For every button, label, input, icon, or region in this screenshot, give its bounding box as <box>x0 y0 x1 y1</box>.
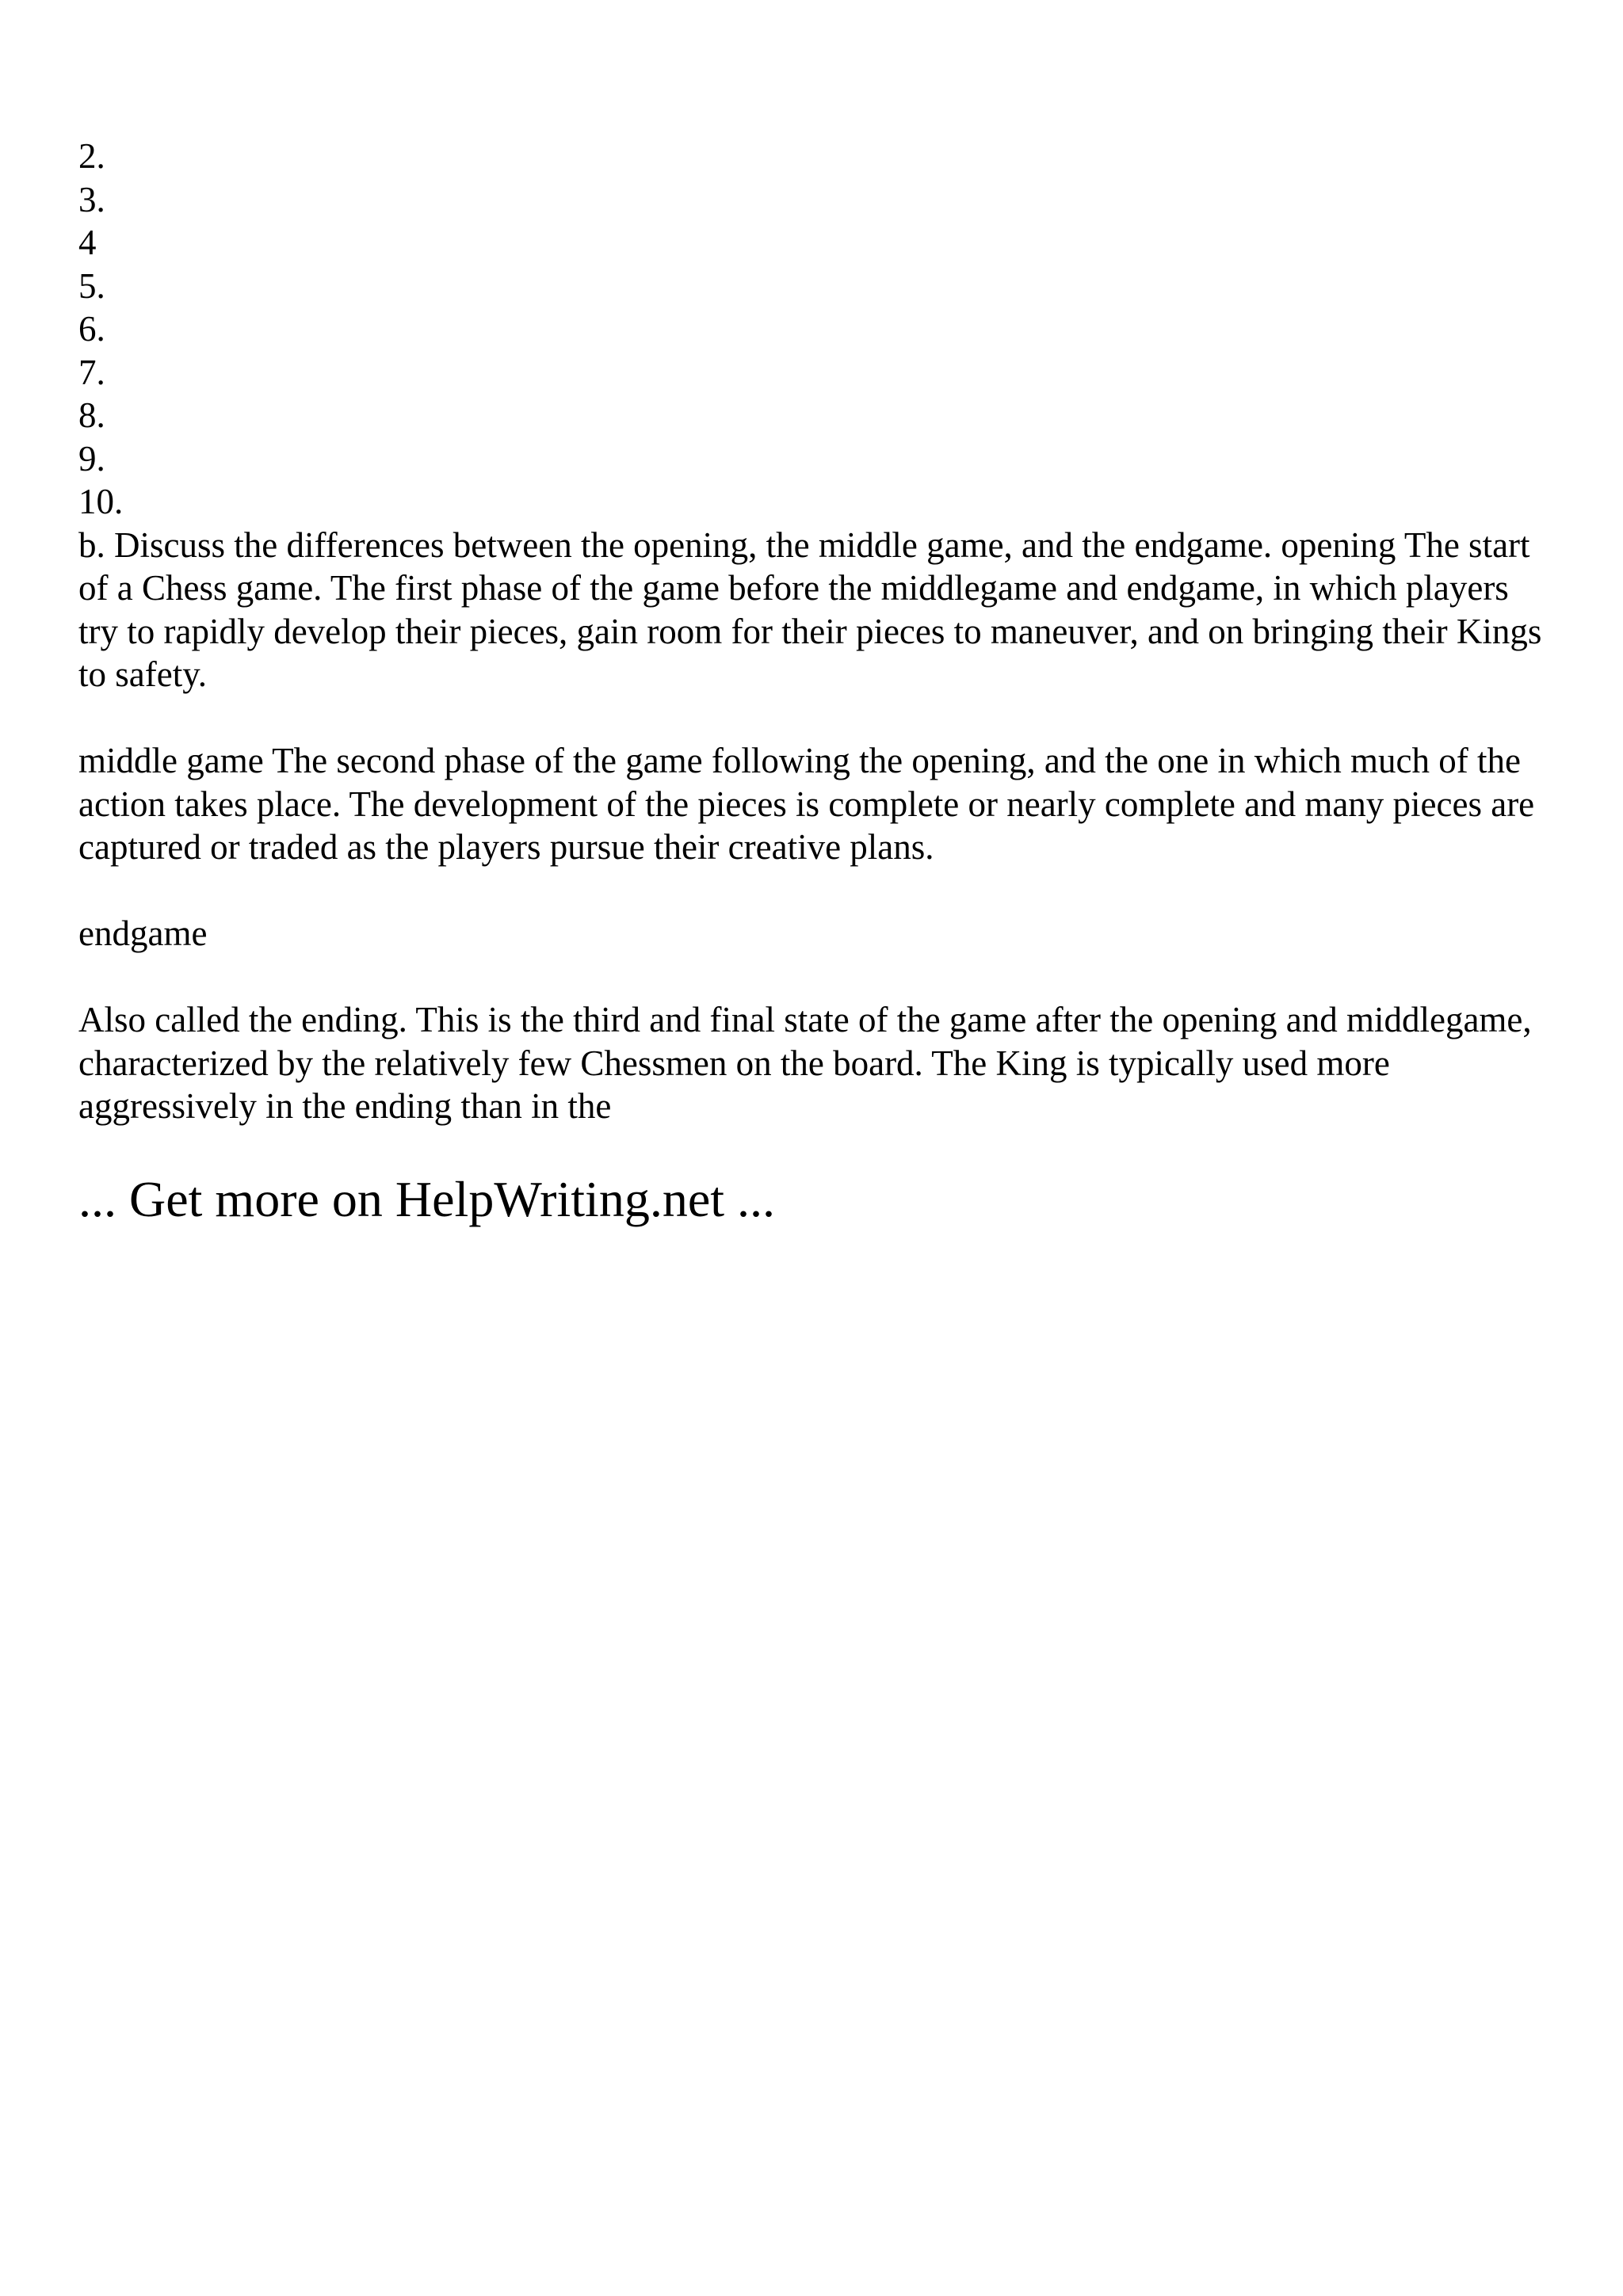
endgame-heading: endgame <box>78 913 208 953</box>
list-number: 6. <box>78 309 105 349</box>
numbered-list <box>78 135 1552 524</box>
list-number: 10. <box>78 482 124 521</box>
list-number: 3. <box>78 179 105 219</box>
list-number: 4 <box>78 223 97 262</box>
list-number: 9. <box>78 438 105 479</box>
list-number: 7. <box>78 352 105 392</box>
list-number: 8. <box>78 395 105 435</box>
endgame-paragraph: Also called the ending. This is the third and final state of the game after the opening and middlegame, characterized by the relatively few Chessmen on the board. The King is typically used more aggressively in the ending than in the <box>78 1000 1532 1126</box>
document-page <box>78 135 1552 1230</box>
middle-game-paragraph: middle game The second phase of the game following the opening, and the one in which much of the action takes place. The development of the pieces is complete or nearly complete and many pieces are captured or traded as the players pursue their creative plans. <box>78 741 1535 867</box>
list-number: 5. <box>78 265 105 306</box>
get-more-link[interactable]: ... Get more on HelpWriting.net ... <box>78 1170 775 1227</box>
list-number: 2. <box>78 136 105 176</box>
opening-paragraph: b. Discuss the differences between the opening, the middle game, and the endgame. opening The start of a Chess game. The first phase of the game before the middlegame and endgame, in which players try to rapidly develop their pieces, gain room for their pieces to maneuver, and on bringing their Kings to safety. <box>78 524 1542 694</box>
